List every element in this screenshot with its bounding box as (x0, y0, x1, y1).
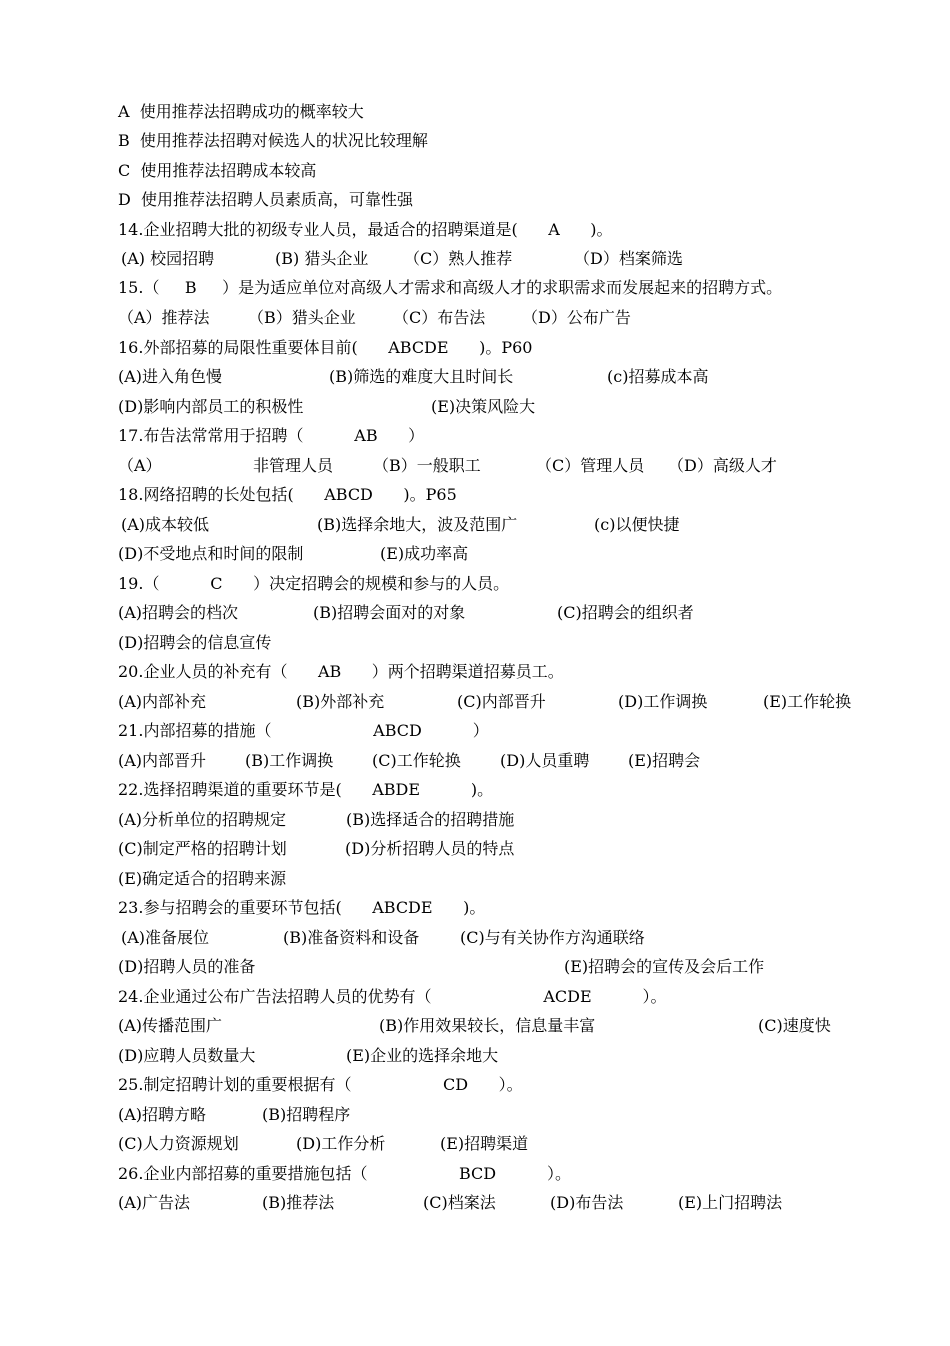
option-text: (B)招聘会面对的对象 (313, 603, 466, 622)
option-text: (A) 校园招聘 (121, 249, 215, 268)
question-19: 19.（ C ）决定招聘会的规模和参与的人员。 (118, 574, 510, 593)
option-text: （D）档案筛选 (574, 249, 683, 268)
option-text: (C)制定严格的招聘计划 (118, 839, 287, 858)
option-text: (B)外部补充 (296, 692, 385, 711)
question-21: 21.内部招募的措施（ ABCD ） (118, 721, 489, 740)
option-text: (B)招聘程序 (262, 1105, 351, 1124)
option-text: (A)招聘方略 (118, 1105, 207, 1124)
question-18-options-row2 (118, 543, 469, 565)
question-26-options (118, 1192, 783, 1214)
question-24-options-row2 (118, 1045, 499, 1067)
option-text: (D)不受地点和时间的限制 (118, 544, 304, 563)
question-23-options-row2 (118, 956, 765, 978)
option-text: (A)内部晋升 (118, 751, 207, 770)
question-16-options-row2 (118, 396, 536, 418)
question-16: 16.外部招募的局限性重要体目前( ABCDE )。P60 (118, 338, 533, 357)
question-15-options (118, 307, 631, 329)
option-text: （C）管理人员 (536, 456, 645, 475)
question-14: 14.企业招聘大批的初级专业人员，最适合的招聘渠道是( A )。 (118, 220, 613, 239)
option-text: (B)选择余地大，波及范围广 (317, 515, 518, 534)
option-text: (c)招募成本高 (607, 367, 709, 386)
option-text: (B)选择适合的招聘措施 (346, 810, 515, 829)
option-text: (A)传播范围广 (118, 1016, 223, 1035)
option-text: (E)上门招聘法 (678, 1193, 783, 1212)
option-line-c: C 使用推荐法招聘成本较高 (118, 161, 317, 180)
question-21-options (118, 750, 701, 772)
option-text: (D)分析招聘人员的特点 (345, 839, 515, 858)
question-25: 25.制定招聘计划的重要根据有（ CD ）。 (118, 1075, 523, 1094)
option-text: (A)准备展位 (121, 928, 210, 947)
option-text: (C)速度快 (758, 1016, 831, 1035)
question-24-options-row1 (118, 1015, 831, 1037)
option-text: (D)布告法 (550, 1193, 624, 1212)
option-text: (E)招聘会 (628, 751, 701, 770)
option-text: (A)广告法 (118, 1193, 191, 1212)
option-text: (c)以便快捷 (594, 515, 680, 534)
option-text: (A)分析单位的招聘规定 (118, 810, 287, 829)
option-text: （D）公布广告 (522, 308, 631, 327)
option-text: (B) 猎头企业 (275, 249, 369, 268)
option-text: (A)成本较低 (121, 515, 210, 534)
option-text: (B)筛选的难度大且时间长 (329, 367, 514, 386)
question-20-options (118, 691, 852, 713)
option-text: (C)招聘会的组织者 (557, 603, 694, 622)
question-22-options-row3: (E)确定适合的招聘来源 (118, 869, 287, 888)
option-line-d: D 使用推荐法招聘人员素质高，可靠性强 (118, 190, 414, 209)
option-text: （C）熟人推荐 (404, 249, 513, 268)
option-text: (E)企业的选择余地大 (346, 1046, 499, 1065)
option-line-a: A 使用推荐法招聘成功的概率较大 (118, 102, 364, 121)
option-text: （A） (118, 456, 162, 475)
option-text: (E)成功率高 (380, 544, 469, 563)
option-text: (C)档案法 (423, 1193, 496, 1212)
question-20: 20.企业人员的补充有（ AB ）两个招聘渠道招募员工。 (118, 662, 564, 681)
question-17: 17.布告法常常用于招聘（ AB ） (118, 426, 425, 445)
option-text: (B)准备资料和设备 (283, 928, 420, 947)
option-text: （B）猎头企业 (248, 308, 356, 327)
option-text: 非管理人员 (253, 456, 334, 475)
option-text: （C）布告法 (393, 308, 486, 327)
option-text: (C)工作轮换 (372, 751, 461, 770)
question-22-options-row2 (118, 838, 515, 860)
question-19-options-row2 (118, 632, 272, 654)
question-19-options-row1 (118, 602, 694, 624)
question-17-options (118, 455, 777, 477)
option-text: (D)人员重聘 (500, 751, 590, 770)
option-text: (D)招聘人员的准备 (118, 957, 256, 976)
option-text: (E)招聘渠道 (440, 1134, 529, 1153)
option-text: （A）推荐法 (118, 308, 210, 327)
question-22: 22.选择招聘渠道的重要环节是( ABDE )。 (118, 780, 494, 799)
option-text: (C)人力资源规划 (118, 1134, 239, 1153)
question-23-options-row1 (118, 927, 645, 949)
option-text: (D)招聘会的信息宣传 (118, 633, 272, 652)
option-text: (E)决策风险大 (431, 397, 536, 416)
question-18-options-row1 (118, 514, 680, 536)
option-text: (D)工作调换 (618, 692, 708, 711)
option-line-b: B 使用推荐法招聘对候选人的状况比较理解 (118, 131, 428, 150)
option-text: (B)作用效果较长，信息量丰富 (379, 1016, 596, 1035)
question-18: 18.网络招聘的长处包括( ABCD )。P65 (118, 485, 457, 504)
option-text: (E)工作轮换 (763, 692, 852, 711)
option-text: （D）高级人才 (668, 456, 777, 475)
option-text: （B）一般职工 (373, 456, 481, 475)
question-22-options-row1 (118, 809, 515, 831)
option-text: (C)内部晋升 (457, 692, 546, 711)
option-text: (D)工作分析 (296, 1134, 386, 1153)
option-text: (B)推荐法 (262, 1193, 335, 1212)
question-14-options (118, 248, 683, 270)
question-24: 24.企业通过公布广告法招聘人员的优势有（ ACDE ）。 (118, 987, 667, 1006)
question-25-options-row1 (118, 1104, 351, 1126)
question-15: 15.（ B ）是为适应单位对高级人才需求和高级人才的求职需求而发展起来的招聘方式。 (118, 278, 783, 297)
option-text: (D)应聘人员数量大 (118, 1046, 256, 1065)
question-23: 23.参与招聘会的重要环节包括( ABCDE )。 (118, 898, 486, 917)
question-26: 26.企业内部招募的重要措施包括（ BCD ）。 (118, 1164, 571, 1183)
option-text: (A)招聘会的档次 (118, 603, 239, 622)
option-text: (D)影响内部员工的积极性 (118, 397, 304, 416)
option-text: (C)与有关协作方沟通联络 (460, 928, 645, 947)
question-16-options-row1 (118, 366, 709, 388)
question-25-options-row2 (118, 1133, 529, 1155)
option-text: (A)进入角色慢 (118, 367, 223, 386)
option-text: (B)工作调换 (245, 751, 334, 770)
option-text: (A)内部补充 (118, 692, 207, 711)
option-text: (E)招聘会的宣传及会后工作 (564, 957, 765, 976)
